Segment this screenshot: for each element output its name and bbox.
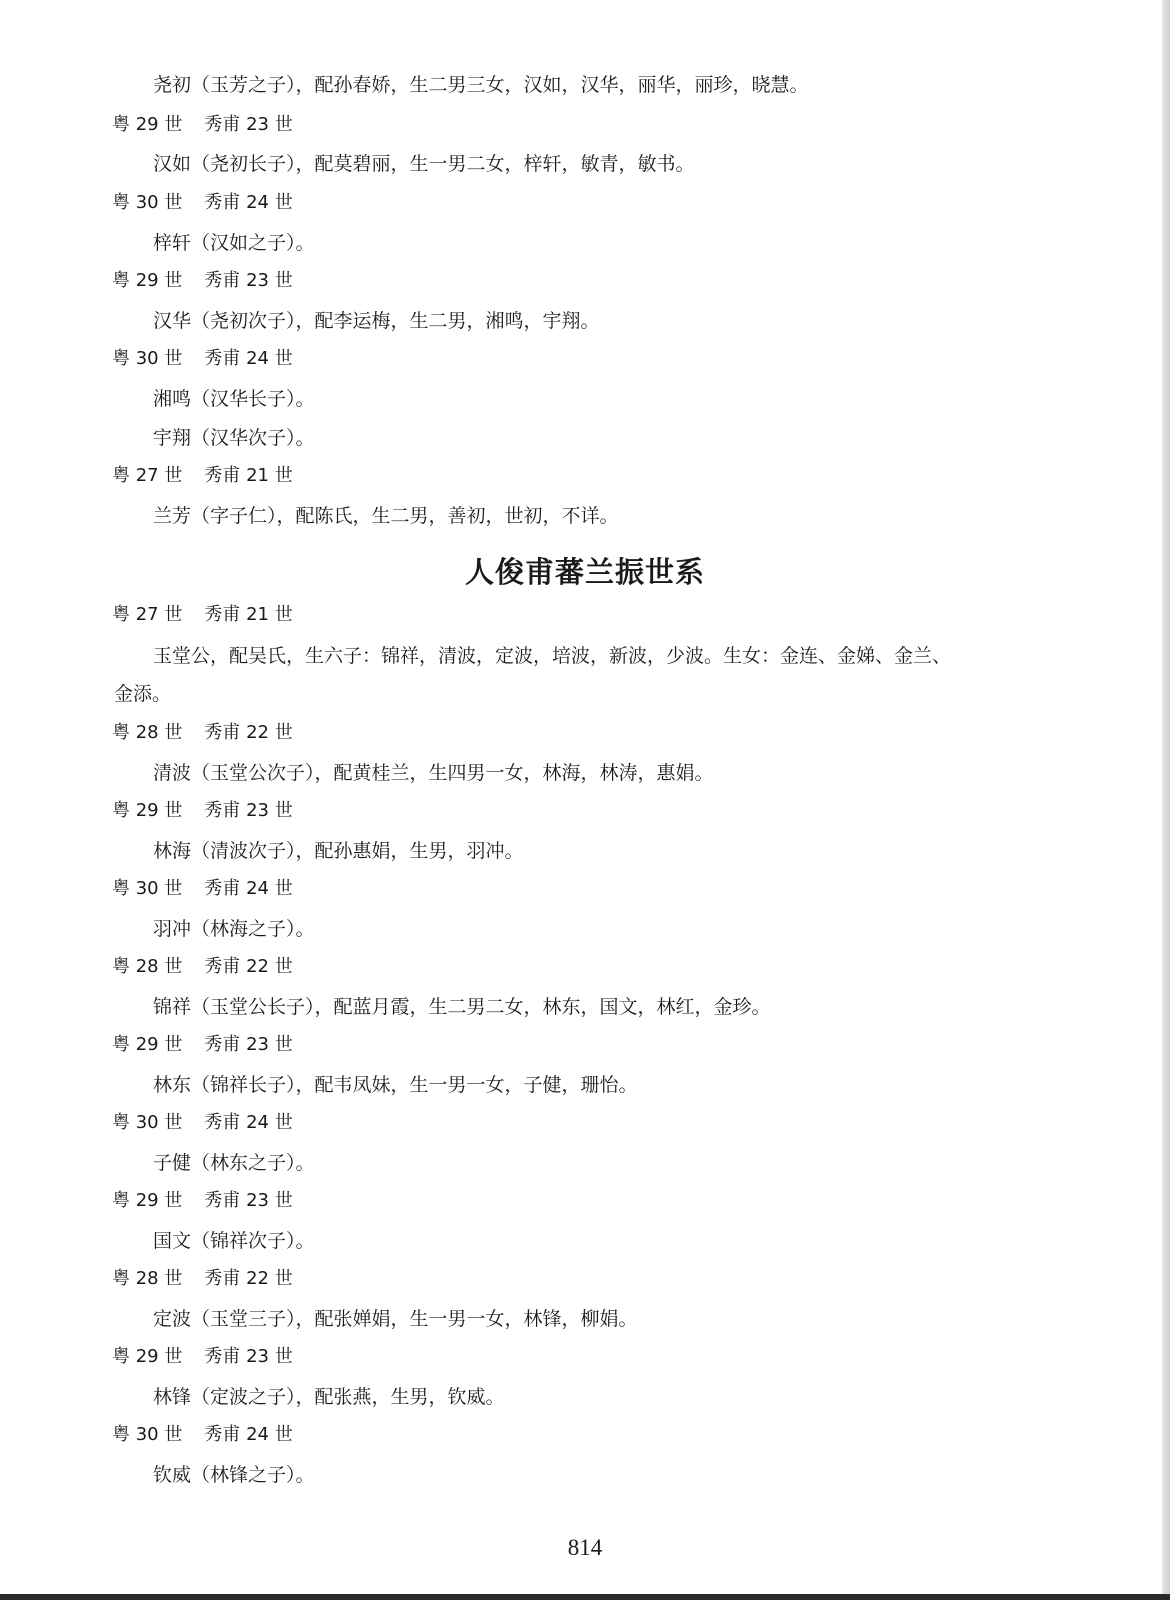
genealogy-entry: 林锋（定波之子），配张燕，生男，钦威。 <box>153 1386 505 1408</box>
yue-generation: 粤 29 世 <box>112 1190 183 1211</box>
yue-generation: 粤 30 世 <box>112 1424 183 1445</box>
page-number: 814 <box>567 1535 603 1560</box>
yue-generation: 粤 30 世 <box>112 192 183 213</box>
generation-header <box>112 1266 293 1292</box>
genealogy-entry: 尧初（玉芳之子），配孙春娇，生二男三女，汉如，汉华，丽华，丽珍，晓慧。 <box>153 74 809 96</box>
xiufu-generation: 秀甫 22 世 <box>204 956 293 977</box>
xiufu-generation: 秀甫 23 世 <box>204 114 293 135</box>
genealogy-entry: 梓轩（汉如之子）。 <box>153 232 315 254</box>
xiufu-generation: 秀甫 24 世 <box>204 348 293 369</box>
yue-generation: 粤 29 世 <box>112 114 183 135</box>
xiufu-generation: 秀甫 23 世 <box>204 1190 293 1211</box>
scan-bottom-edge <box>0 1594 1170 1600</box>
genealogy-entry: 国文（锦祥次子）。 <box>153 1230 315 1252</box>
genealogy-entry: 钦威（林锋之子）。 <box>153 1464 315 1486</box>
yue-generation: 粤 30 世 <box>112 348 183 369</box>
genealogy-entry: 宇翔（汉华次子）。 <box>153 427 315 449</box>
yue-generation: 粤 28 世 <box>112 956 183 977</box>
generation-header <box>112 268 293 294</box>
xiufu-generation: 秀甫 23 世 <box>204 1034 293 1055</box>
generation-header <box>112 112 293 138</box>
generation-header <box>112 190 293 216</box>
xiufu-generation: 秀甫 24 世 <box>204 1112 293 1133</box>
genealogy-entry: 林东（锦祥长子），配韦凤妹，生一男一女，子健，珊怡。 <box>153 1074 638 1096</box>
genealogy-entry: 玉堂公，配吴氏，生六子：锦祥，清波，定波，培波，新波，少波。生女：金连、金娣、金兰、 <box>153 645 952 667</box>
yue-generation: 粤 29 世 <box>112 1346 183 1367</box>
genealogy-entry: 兰芳（字子仁），配陈氏，生二男，善初，世初，不详。 <box>153 505 619 527</box>
genealogy-entry: 汉如（尧初长子），配莫碧丽，生一男二女，梓轩，敏青，敏书。 <box>153 153 695 175</box>
yue-generation: 粤 30 世 <box>112 1112 183 1133</box>
xiufu-generation: 秀甫 23 世 <box>204 270 293 291</box>
xiufu-generation: 秀甫 21 世 <box>204 465 293 486</box>
xiufu-generation: 秀甫 24 世 <box>204 878 293 899</box>
genealogy-entry: 汉华（尧初次子），配李运梅，生二男，湘鸣，宇翔。 <box>153 310 600 332</box>
generation-header <box>112 954 293 980</box>
genealogy-entry: 清波（玉堂公次子），配黄桂兰，生四男一女，林海，林涛，惠娟。 <box>153 762 714 784</box>
yue-generation: 粤 28 世 <box>112 1268 183 1289</box>
genealogy-entry: 锦祥（玉堂公长子），配蓝月霞，生二男二女，林东，国文，林红，金珍。 <box>153 996 771 1018</box>
xiufu-generation: 秀甫 22 世 <box>204 722 293 743</box>
yue-generation: 粤 28 世 <box>112 722 183 743</box>
section-title: 人俊甫蕃兰振世系 <box>464 555 705 589</box>
genealogy-entry-continuation: 金添。 <box>114 683 172 705</box>
xiufu-generation: 秀甫 23 世 <box>204 800 293 821</box>
generation-header <box>112 463 293 489</box>
generation-header <box>112 798 293 824</box>
xiufu-generation: 秀甫 24 世 <box>204 192 293 213</box>
xiufu-generation: 秀甫 21 世 <box>204 604 293 625</box>
generation-header <box>112 1110 293 1136</box>
xiufu-generation: 秀甫 24 世 <box>204 1424 293 1445</box>
yue-generation: 粤 29 世 <box>112 800 183 821</box>
scan-edge-shadow <box>1162 0 1170 1600</box>
genealogy-entry: 定波（玉堂三子），配张婵娟，生一男一女，林锋，柳娟。 <box>153 1308 638 1330</box>
xiufu-generation: 秀甫 22 世 <box>204 1268 293 1289</box>
xiufu-generation: 秀甫 23 世 <box>204 1346 293 1367</box>
yue-generation: 粤 27 世 <box>112 604 183 625</box>
genealogy-entry: 湘鸣（汉华长子）。 <box>153 388 315 410</box>
generation-header <box>112 1344 293 1370</box>
yue-generation: 粤 30 世 <box>112 878 183 899</box>
yue-generation: 粤 29 世 <box>112 1034 183 1055</box>
yue-generation: 粤 27 世 <box>112 465 183 486</box>
generation-header <box>112 1422 293 1448</box>
generation-header <box>112 720 293 746</box>
genealogy-entry: 子健（林东之子）。 <box>153 1152 315 1174</box>
genealogy-entry: 林海（清波次子），配孙惠娟，生男，羽冲。 <box>153 840 524 862</box>
generation-header <box>112 602 293 628</box>
generation-header <box>112 876 293 902</box>
generation-header <box>112 1188 293 1214</box>
generation-header <box>112 1032 293 1058</box>
generation-header <box>112 346 293 372</box>
yue-generation: 粤 29 世 <box>112 270 183 291</box>
genealogy-entry: 羽冲（林海之子）。 <box>153 918 315 940</box>
